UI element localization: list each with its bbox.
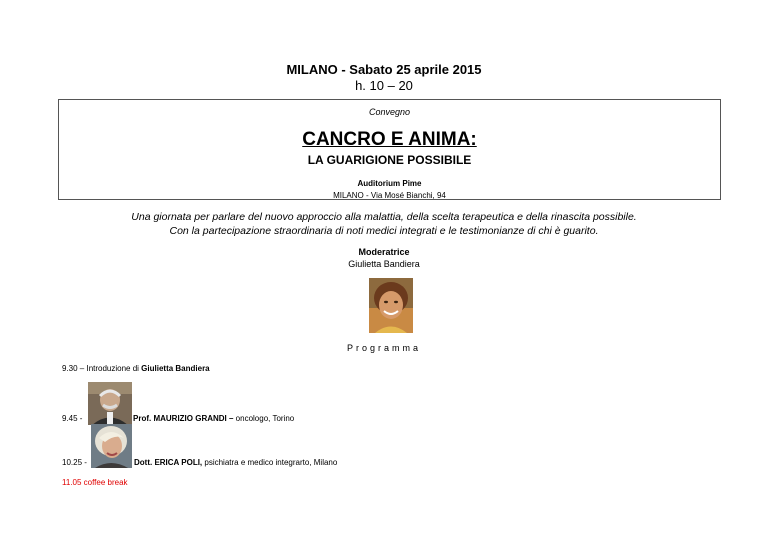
event-type-label: Convegno [368, 107, 411, 117]
program-item [62, 364, 210, 373]
event-date-location: MILANO - Sabato 25 aprile 2015 [286, 62, 482, 77]
program-item [62, 458, 87, 467]
event-title: CANCRO E ANIMA: [302, 129, 477, 150]
program-speaker-desc: oncologo, Torino [233, 414, 295, 423]
tagline-line-2: Con la partecipazione straordinaria di noti medici integrati e le testimonianze di chi è guarito. [169, 225, 599, 237]
program-speaker: Prof. MAURIZIO GRANDI – [133, 414, 234, 423]
program-speaker: Dott. ERICA POLI, [134, 458, 203, 467]
venue-address: MILANO - Via Mosé Bianchi, 94 [333, 191, 446, 200]
program-speaker-line [134, 458, 337, 467]
program-time: 9.30 – [62, 364, 87, 373]
program-heading: Programma [346, 343, 421, 353]
speaker-photo [91, 424, 132, 468]
moderator-label: Moderatrice [358, 247, 410, 257]
program-speaker: Giulietta Bandiera [141, 364, 210, 373]
program-time: 10.25 - [62, 458, 87, 467]
program-text: Introduzione di [86, 364, 142, 373]
program-speaker-line [133, 414, 294, 423]
event-hours: h. 10 – 20 [355, 78, 413, 93]
program-item [62, 414, 82, 423]
program-speaker-desc: psichiatra e medico integrarto, Milano [202, 458, 338, 467]
moderator-photo [369, 278, 413, 333]
tagline-line-1: Una giornata per parlare del nuovo approccio alla malattia, della scelta terapeutica e della rinascita possibile. [131, 211, 637, 223]
program-time: 9.45 - [62, 414, 83, 423]
event-subtitle: LA GUARIGIONE POSSIBILE [307, 153, 472, 167]
speaker-photo [88, 382, 132, 425]
moderator-name: Giulietta Bandiera [348, 259, 420, 269]
venue-name: Auditorium Pime [357, 179, 422, 188]
program-item-coffee-break: 11.05 coffee break [62, 478, 128, 487]
event-title-box [58, 99, 721, 200]
